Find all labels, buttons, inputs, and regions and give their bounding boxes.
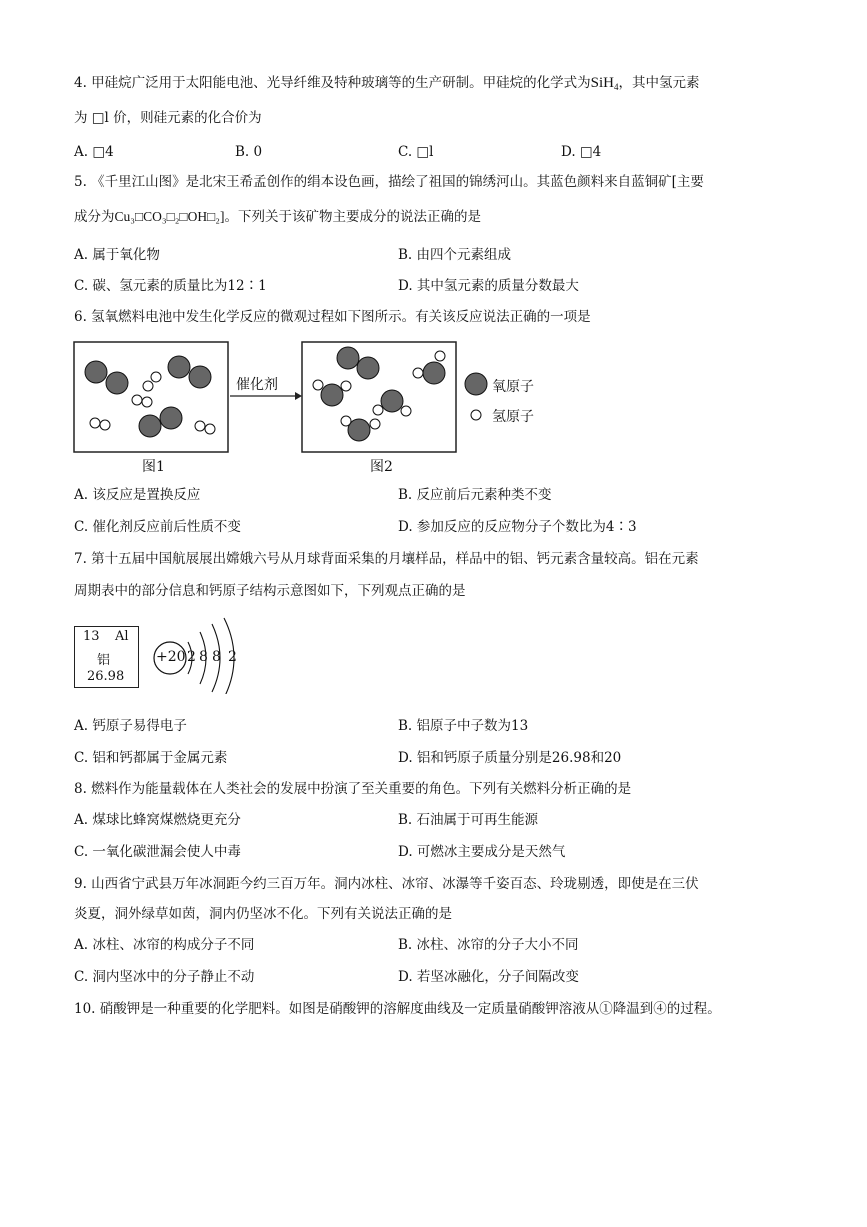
- water-molecule: [313, 380, 351, 406]
- oxygen-molecule: [139, 407, 182, 437]
- q8-option-c: C. 一氧化碳泄漏会使人中毒: [74, 844, 241, 860]
- q4-option-d: D. □4: [561, 144, 602, 160]
- nucleus-charge: +20: [156, 649, 186, 665]
- atomic-mass: 26.98: [87, 669, 125, 684]
- hydrogen-molecule: [90, 418, 110, 430]
- hydrogen-molecule: [195, 421, 215, 434]
- q6-stem: 6. 氢氧燃料电池中发生化学反应的微观过程如下图所示。有关该反应说法正确的一项是: [74, 309, 591, 325]
- element-symbol: Al: [115, 629, 129, 644]
- q5-option-b: B. 由四个元素组成: [398, 247, 512, 263]
- q8-option-a: A. 煤球比蜂窝煤燃烧更充分: [74, 812, 241, 828]
- water-molecule: [341, 416, 380, 441]
- q4-option-c: C. □l: [398, 144, 434, 160]
- q9-stem-line2: 炎夏，洞外绿草如茵，洞内仍坚冰不化。下列有关说法正确的是: [74, 906, 452, 922]
- q5-stem-line2: 成分为Cu₃□CO₃□₂□OH□₂]。下列关于该矿物主要成分的说法正确的是: [74, 209, 481, 225]
- shell-electrons: 8: [199, 649, 208, 665]
- q9-option-c: C. 洞内坚冰中的分子静止不动: [74, 969, 255, 985]
- water-molecule: [373, 390, 411, 416]
- oxygen-atom-legend-icon: [465, 373, 487, 395]
- q9-option-d: D. 若坚冰融化，分子间隔改变: [398, 969, 579, 985]
- q5-option-d: D. 其中氢元素的质量分数最大: [398, 278, 579, 294]
- q8-stem: 8. 燃料作为能量载体在人类社会的发展中扮演了至关重要的角色。下列有关燃料分析正确的是: [74, 781, 632, 797]
- q4-stem-line1: 4. 甲硅烷广泛用于太阳能电池、光导纤维及特种玻璃等的生产研制。甲硅烷的化学式为SiH$_4$，其中氢元素: [74, 75, 700, 92]
- q6-option-c: C. 催化剂反应前后性质不变: [74, 519, 241, 535]
- q5-option-c: C. 碳、氢元素的质量比为12∶1: [74, 278, 267, 294]
- shell-electrons: 8: [212, 649, 221, 665]
- q8-option-b: B. 石油属于可再生能源: [398, 812, 539, 828]
- water-molecule: [413, 351, 445, 384]
- atomic-number: 13: [83, 629, 100, 644]
- q7-option-d: D. 铝和钙原子质量分别是26.98和20: [398, 750, 622, 766]
- q4-option-b: B. 0: [235, 144, 263, 160]
- q7-stem-line1: 7. 第十五届中国航展展出嫦娥六号从月球背面采集的月壤样品，样品中的铝、钙元素含量较高。铝在元素: [74, 551, 699, 567]
- q4-option-a: A. □4: [74, 144, 114, 160]
- q10-stem: 10. 硝酸钾是一种重要的化学肥料。如图是硝酸钾的溶解度曲线及一定质量硝酸钾溶液从①降温到④的过程。: [74, 1001, 721, 1017]
- legend-hydrogen-label: 氢原子: [492, 409, 534, 425]
- q9-option-a: A. 冰柱、冰帘的构成分子不同: [74, 937, 255, 953]
- q5-option-a: A. 属于氧化物: [74, 247, 160, 263]
- shell-electrons: 2: [228, 649, 237, 665]
- q5-stem-line1: 5. 《千里江山图》是北宋王希孟创作的绢本设色画，描绘了祖国的锦绣河山。其蓝色颜料来自蓝铜矿[主要: [74, 174, 704, 190]
- hydrogen-atom-legend-icon: [471, 410, 481, 420]
- q6-option-d: D. 参加反应的反应物分子个数比为4∶3: [398, 519, 637, 535]
- q5-formula: Cu₃□CO₃□₂□OH□₂]: [114, 209, 225, 224]
- oxygen-molecule: [85, 361, 128, 394]
- figure2-caption: 图2: [370, 459, 393, 475]
- q4-stem-line2: 为 □l 价，则硅元素的化合价为: [74, 110, 262, 126]
- q6-option-b: B. 反应前后元素种类不变: [398, 487, 552, 503]
- q7-option-a: A. 钙原子易得电子: [74, 718, 187, 734]
- hydrogen-molecule: [143, 372, 161, 391]
- figure1-caption: 图1: [142, 459, 165, 475]
- legend-oxygen-label: 氧原子: [492, 379, 534, 395]
- q6-option-a: A. 该反应是置换反应: [74, 487, 201, 503]
- q8-option-d: D. 可燃冰主要成分是天然气: [398, 844, 566, 860]
- catalyst-label: 催化剂: [236, 377, 278, 393]
- q7-stem-line2: 周期表中的部分信息和钙原子结构示意图如下，下列观点正确的是: [74, 583, 466, 599]
- hydrogen-molecule: [132, 395, 152, 407]
- oxygen-molecule: [337, 347, 379, 379]
- arrow-head-icon: [295, 392, 302, 400]
- q4-formula: SiH$_4$: [590, 75, 619, 92]
- q7-option-c: C. 铝和钙都属于金属元素: [74, 750, 228, 766]
- periodic-table-cell: [74, 626, 139, 688]
- q9-option-b: B. 冰柱、冰帘的分子大小不同: [398, 937, 579, 953]
- element-name: 铝: [97, 653, 111, 668]
- oxygen-molecule: [168, 356, 211, 388]
- q7-option-b: B. 铝原子中子数为13: [398, 718, 529, 734]
- shell-electrons: 2: [187, 649, 196, 665]
- q9-stem-line1: 9. 山西省宁武县万年冰洞距今约三百万年。洞内冰柱、冰帘、冰瀑等千姿百态、玲珑剔透，即使是在三伏: [74, 876, 699, 892]
